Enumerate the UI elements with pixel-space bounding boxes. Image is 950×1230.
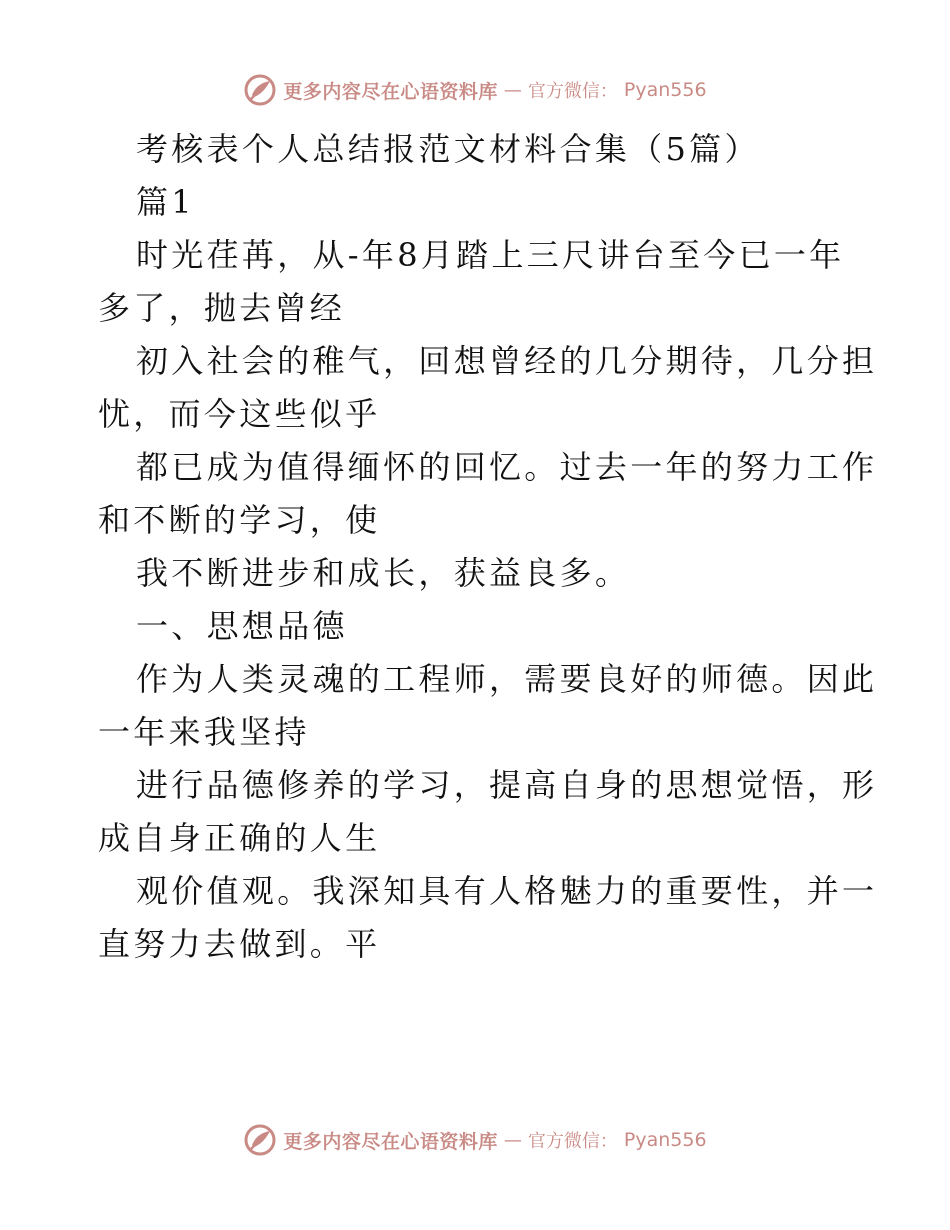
- document-body: [98, 123, 878, 971]
- leaf-pen-logo-icon: [243, 73, 277, 107]
- watermark-brand: 更多内容尽在心语资料库: [283, 80, 498, 103]
- watermark-brand: 更多内容尽在心语资料库: [283, 1130, 498, 1153]
- header-watermark: [0, 70, 950, 110]
- watermark-dash: —: [503, 1129, 522, 1151]
- leaf-pen-logo-icon: [243, 1123, 277, 1157]
- paragraph-line: 多了，抛去曾经: [98, 289, 346, 327]
- subsection-heading: 一、思想品德: [136, 607, 348, 645]
- paragraph-line: 一年来我坚持: [98, 713, 310, 751]
- paragraph-line: 和不断的学习，使: [98, 501, 381, 539]
- paragraph-line: 初入社会的稚气，回想曾经的几分期待，几分担: [136, 342, 878, 380]
- paragraph-line: 忧，而今这些似乎: [98, 395, 381, 433]
- watermark-wechat-id: Pyan556: [623, 79, 707, 101]
- watermark-dash: —: [503, 79, 522, 101]
- section-heading: 篇1: [136, 183, 195, 221]
- watermark-wechat-label: 官方微信：: [527, 1131, 618, 1152]
- paragraph-line: 直努力去做到。平: [98, 925, 381, 963]
- paragraph-line: 时光荏苒，从-年8月踏上三尺讲台至今已一年: [136, 236, 845, 274]
- document-title: 考核表个人总结报范文材料合集（5篇）: [136, 130, 760, 168]
- paragraph-line: 进行品德修养的学习，提高自身的思想觉悟，形: [136, 766, 878, 804]
- footer-watermark: [0, 1120, 950, 1160]
- paragraph-line: 我不断进步和成长，获益良多。: [136, 554, 631, 592]
- paragraph-line: 作为人类灵魂的工程师，需要良好的师德。因此: [136, 660, 878, 698]
- watermark-wechat-id: Pyan556: [623, 1129, 707, 1151]
- paragraph-line: 观价值观。我深知具有人格魅力的重要性，并一: [136, 872, 878, 910]
- paragraph-line: 都已成为值得缅怀的回忆。过去一年的努力工作: [136, 448, 878, 486]
- watermark-wechat-label: 官方微信：: [527, 81, 618, 102]
- paragraph-line: 成自身正确的人生: [98, 819, 381, 857]
